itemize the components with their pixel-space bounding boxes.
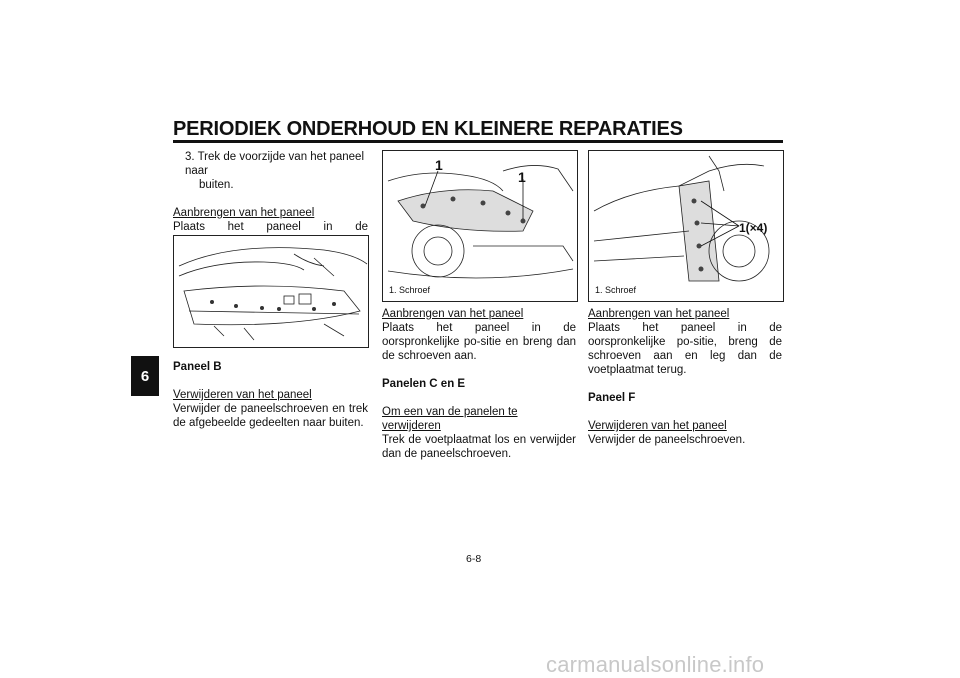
figure-panel-b <box>173 235 369 348</box>
page-number: 6-8 <box>466 553 482 565</box>
remove-text: Trek de voetplaatmat los en verwijder dan de paneelschroeven. <box>382 434 576 460</box>
install-text: Plaats het paneel in de oorspronkelijke po-sitie, breng de schroeven aan en leg dan de voetplaatmat terug. <box>588 322 782 376</box>
remove-heading: Om een van de panelen te verwijderen <box>382 406 518 432</box>
remove-heading: Verwijderen van het paneel <box>588 420 727 432</box>
figure-caption: 1. Schroef <box>389 285 431 295</box>
install-heading: Aanbrengen van het paneel <box>588 308 730 320</box>
install-text: Plaats het paneel in de oorspronkelijke po-sitie en breng dan de schroeven aan. <box>382 322 576 362</box>
remove-text: Verwijder de paneelschroeven. <box>588 434 746 446</box>
watermark: carmanualsonline.info <box>546 652 765 677</box>
scooter-panel-c-illustration <box>383 151 577 301</box>
column-2 <box>382 307 576 461</box>
figure-panel-c <box>382 150 578 302</box>
chapter-tab: 6 <box>131 356 159 396</box>
panels-ce-heading: Panelen C en E <box>382 378 466 390</box>
callout-1-left: 1 <box>435 157 443 173</box>
header-rule <box>173 140 783 143</box>
callout-1-right: 1 <box>518 169 526 185</box>
install-text: Plaats het paneel in de <box>173 221 368 233</box>
install-heading: Aanbrengen van het paneel <box>173 207 315 219</box>
column-1-lower <box>173 360 368 430</box>
step-3: 3. Trek de voorzijde van het paneel naar <box>185 151 365 177</box>
callout-1-x4: 1(×4) <box>739 221 768 235</box>
panel-b-heading: Paneel B <box>173 361 222 373</box>
panel-f-heading: Paneel F <box>588 392 636 404</box>
remove-heading: Verwijderen van het paneel <box>173 389 312 401</box>
column-3 <box>588 307 782 447</box>
scooter-side-panel-illustration <box>174 236 368 347</box>
step-3-cont: buiten. <box>199 179 234 191</box>
figure-panel-f <box>588 150 784 302</box>
install-heading: Aanbrengen van het paneel <box>382 308 524 320</box>
figure-caption: 1. Schroef <box>595 285 637 295</box>
remove-text: Verwijder de paneelschroeven en trek de afgebeelde gedeelten naar buiten. <box>173 403 368 429</box>
page-title: PERIODIEK ONDERHOUD EN KLEINERE REPARATIES <box>173 118 683 140</box>
